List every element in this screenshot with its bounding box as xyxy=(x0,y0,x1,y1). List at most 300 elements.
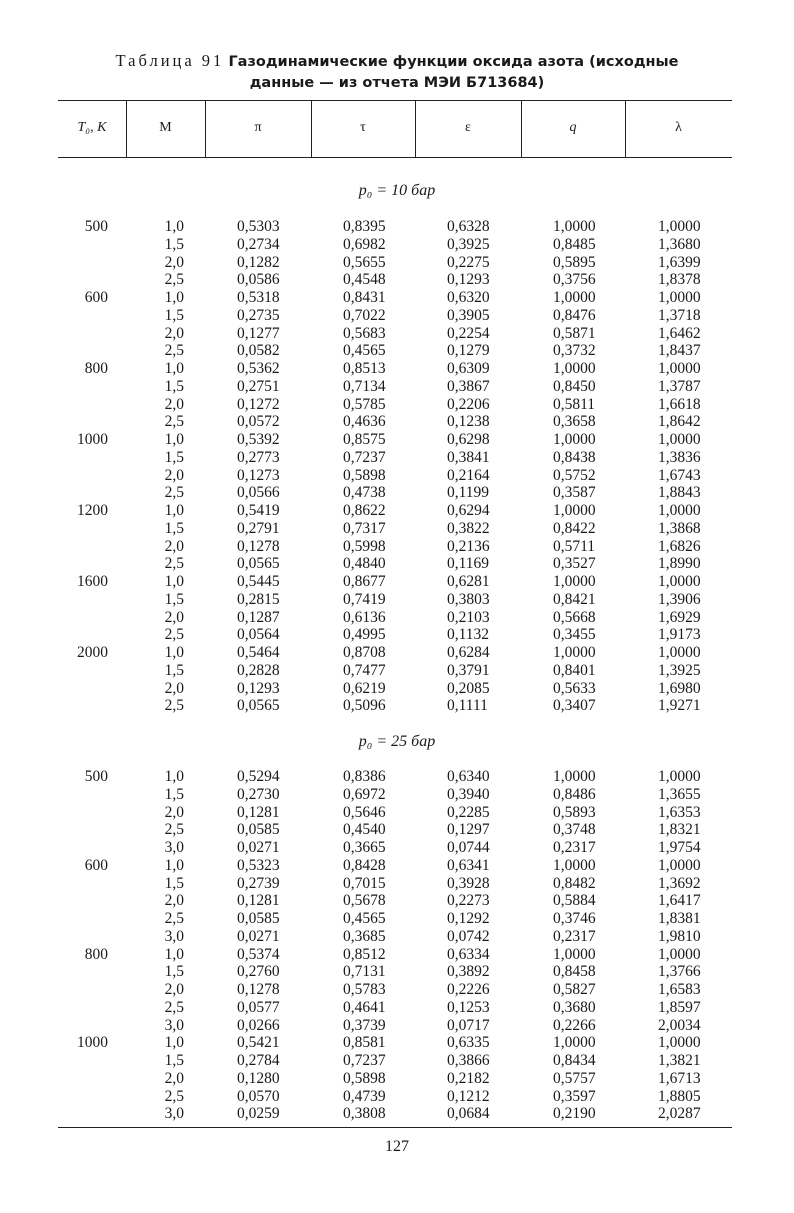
lambda-cell: 1,3692 xyxy=(658,874,701,892)
table-row xyxy=(0,999,794,1017)
q-cell: 0,8458 xyxy=(553,963,596,981)
tau-cell: 0,5785 xyxy=(343,395,386,413)
header-t0: T₀, К xyxy=(77,120,107,135)
lambda-cell: 1,6462 xyxy=(658,324,701,342)
lambda-cell: 1,3718 xyxy=(658,306,701,324)
tau-cell: 0,7015 xyxy=(343,874,386,892)
tau-cell: 0,6219 xyxy=(343,679,386,697)
t0-cell: 1000 xyxy=(77,1034,108,1052)
q-cell: 0,8485 xyxy=(553,235,596,253)
lambda-cell: 1,6743 xyxy=(658,466,701,484)
tau-cell: 0,8581 xyxy=(343,1034,386,1052)
lambda-cell: 1,3836 xyxy=(658,448,701,466)
mach-cell: 2,0 xyxy=(164,981,184,998)
tau-cell: 0,4636 xyxy=(343,413,386,431)
table-row xyxy=(0,591,794,609)
tau-cell: 0,8708 xyxy=(343,644,386,661)
tau-cell: 0,5096 xyxy=(343,697,386,715)
pi-cell: 0,1278 xyxy=(237,537,280,555)
mach-cell: 2,5 xyxy=(164,413,184,431)
epsilon-cell: 0,3867 xyxy=(447,377,490,395)
table-row xyxy=(0,928,794,946)
lambda-cell: 1,6980 xyxy=(658,679,701,697)
tau-cell: 0,8512 xyxy=(343,945,386,963)
t0-cell: 800 xyxy=(84,360,108,377)
lambda-cell: 1,0000 xyxy=(658,1034,701,1052)
q-cell: 1,0000 xyxy=(553,1034,596,1052)
epsilon-cell: 0,1169 xyxy=(447,555,490,573)
lambda-cell: 1,0000 xyxy=(658,289,701,306)
q-cell: 0,3527 xyxy=(553,555,596,573)
lambda-cell: 1,8321 xyxy=(658,821,701,839)
epsilon-cell: 0,3928 xyxy=(447,874,490,892)
mach-cell: 1,0 xyxy=(164,360,184,377)
q-cell: 0,2317 xyxy=(553,839,596,856)
pi-cell: 0,5421 xyxy=(237,1034,280,1052)
table-row xyxy=(0,1034,794,1052)
pi-cell: 0,0271 xyxy=(237,927,280,945)
lambda-cell: 1,9810 xyxy=(658,927,701,945)
tau-cell: 0,4840 xyxy=(343,555,386,573)
q-cell: 0,2317 xyxy=(553,927,596,945)
mach-cell: 2,0 xyxy=(164,466,184,484)
tau-cell: 0,7237 xyxy=(343,448,386,466)
mach-cell: 1,0 xyxy=(164,1034,184,1052)
tau-cell: 0,8513 xyxy=(343,360,386,377)
mach-cell: 2,5 xyxy=(164,1087,184,1105)
pi-cell: 0,0582 xyxy=(237,342,280,360)
q-cell: 0,8401 xyxy=(553,661,596,679)
caption-line-2: данные — из отчета МЭИ Б713684) xyxy=(249,75,545,91)
pi-cell: 0,0259 xyxy=(237,1105,280,1123)
q-cell: 0,5757 xyxy=(553,1069,596,1087)
pi-cell: 0,2760 xyxy=(237,963,280,981)
q-cell: 0,5752 xyxy=(553,466,596,484)
table-row xyxy=(0,804,794,822)
lambda-cell: 1,0000 xyxy=(658,768,701,785)
q-cell: 0,8476 xyxy=(553,306,596,324)
table-row xyxy=(0,342,794,360)
pi-cell: 0,0565 xyxy=(237,697,280,715)
mach-cell: 2,5 xyxy=(164,484,184,502)
epsilon-cell: 0,2085 xyxy=(447,679,490,697)
table-row xyxy=(0,981,794,999)
epsilon-cell: 0,1199 xyxy=(447,484,490,502)
tau-cell: 0,5678 xyxy=(343,892,386,910)
epsilon-cell: 0,6341 xyxy=(447,856,490,874)
mach-cell: 1,5 xyxy=(164,661,184,679)
tau-cell: 0,8386 xyxy=(343,768,386,785)
mach-cell: 2,0 xyxy=(164,537,184,555)
lambda-cell: 1,6826 xyxy=(658,537,701,555)
q-cell: 0,3746 xyxy=(553,910,596,927)
pi-cell: 0,2828 xyxy=(237,661,280,679)
mach-cell: 1,0 xyxy=(164,644,184,661)
q-cell: 1,0000 xyxy=(553,768,596,785)
lambda-cell: 1,0000 xyxy=(658,431,701,448)
epsilon-cell: 0,1132 xyxy=(447,626,490,644)
mach-cell: 1,5 xyxy=(164,519,184,537)
epsilon-cell: 0,3841 xyxy=(447,448,490,466)
mach-cell: 2,5 xyxy=(164,910,184,927)
t0-cell: 800 xyxy=(84,945,108,963)
table-row xyxy=(0,396,794,414)
q-cell: 0,8422 xyxy=(553,519,596,537)
q-cell: 0,8486 xyxy=(553,785,596,803)
lambda-cell: 1,0000 xyxy=(658,644,701,661)
epsilon-cell: 0,6309 xyxy=(447,360,490,377)
tau-cell: 0,4565 xyxy=(343,910,386,927)
header-top-rule xyxy=(58,100,732,101)
pi-cell: 0,5323 xyxy=(237,856,280,874)
pi-cell: 0,1280 xyxy=(237,1069,280,1087)
epsilon-cell: 0,2285 xyxy=(447,803,490,821)
lambda-cell: 1,6929 xyxy=(658,608,701,626)
table-row xyxy=(0,502,794,520)
table-row xyxy=(0,1105,794,1123)
epsilon-cell: 0,3940 xyxy=(447,785,490,803)
epsilon-cell: 0,2182 xyxy=(447,1069,490,1087)
epsilon-cell: 0,3866 xyxy=(447,1052,490,1069)
table-row xyxy=(0,360,794,378)
tau-cell: 0,4739 xyxy=(343,1087,386,1105)
mach-cell: 2,5 xyxy=(164,555,184,573)
table-row xyxy=(0,271,794,289)
tau-cell: 0,5646 xyxy=(343,803,386,821)
lambda-cell: 1,0000 xyxy=(658,856,701,874)
epsilon-cell: 0,1279 xyxy=(447,342,490,360)
q-cell: 0,3407 xyxy=(553,697,596,715)
table-row xyxy=(0,662,794,680)
epsilon-cell: 0,6298 xyxy=(447,431,490,448)
table-row xyxy=(0,609,794,627)
header-q: q xyxy=(569,120,577,135)
table-row xyxy=(0,555,794,573)
table-row xyxy=(0,254,794,272)
table-row xyxy=(0,538,794,556)
pi-cell: 0,5294 xyxy=(237,768,280,785)
q-cell: 0,5811 xyxy=(553,395,596,413)
q-cell: 1,0000 xyxy=(553,218,596,235)
t0-cell: 500 xyxy=(84,218,108,235)
mach-cell: 1,5 xyxy=(164,235,184,253)
lambda-cell: 1,8843 xyxy=(658,484,701,502)
lambda-cell: 1,3868 xyxy=(658,519,701,537)
table-row xyxy=(0,1088,794,1106)
epsilon-cell: 0,6335 xyxy=(447,1034,490,1052)
epsilon-cell: 0,1212 xyxy=(447,1087,490,1105)
header-lambda: λ xyxy=(675,120,682,135)
mach-cell: 1,5 xyxy=(164,874,184,892)
lambda-cell: 1,8597 xyxy=(658,998,701,1016)
footer-rule xyxy=(58,1127,732,1128)
pi-cell: 0,2784 xyxy=(237,1052,280,1069)
mach-cell: 1,0 xyxy=(164,431,184,448)
pi-cell: 0,1281 xyxy=(237,803,280,821)
tau-cell: 0,6982 xyxy=(343,235,386,253)
epsilon-cell: 0,2164 xyxy=(447,466,490,484)
header-tau: τ xyxy=(360,120,366,135)
q-cell: 0,5893 xyxy=(553,803,596,821)
mach-cell: 1,5 xyxy=(164,377,184,395)
mach-cell: 2,0 xyxy=(164,395,184,413)
lambda-cell: 1,0000 xyxy=(658,218,701,235)
table-title: Газодинамические функции оксида азота (исходные xyxy=(228,54,679,70)
table-row xyxy=(0,413,794,431)
lambda-cell: 1,3655 xyxy=(658,785,701,803)
mach-cell: 3,0 xyxy=(164,1105,184,1123)
q-cell: 1,0000 xyxy=(553,431,596,448)
lambda-cell: 2,0287 xyxy=(658,1105,701,1123)
pi-cell: 0,5374 xyxy=(237,945,280,963)
lambda-cell: 1,9173 xyxy=(658,626,701,644)
epsilon-cell: 0,6284 xyxy=(447,644,490,661)
lambda-cell: 1,8378 xyxy=(658,271,701,289)
pi-cell: 0,1273 xyxy=(237,466,280,484)
lambda-cell: 2,0034 xyxy=(658,1016,701,1034)
t0-cell: 600 xyxy=(84,856,108,874)
tau-cell: 0,4565 xyxy=(343,342,386,360)
pi-cell: 0,0577 xyxy=(237,998,280,1016)
pi-cell: 0,2730 xyxy=(237,785,280,803)
t0-cell: 1200 xyxy=(77,502,108,519)
q-cell: 0,5711 xyxy=(553,537,596,555)
mach-cell: 1,5 xyxy=(164,785,184,803)
q-cell: 0,2190 xyxy=(553,1105,596,1123)
tau-cell: 0,4548 xyxy=(343,271,386,289)
tau-cell: 0,7022 xyxy=(343,306,386,324)
tau-cell: 0,7131 xyxy=(343,963,386,981)
q-cell: 0,8482 xyxy=(553,874,596,892)
mach-cell: 2,0 xyxy=(164,679,184,697)
lambda-cell: 1,3787 xyxy=(658,377,701,395)
tau-cell: 0,5898 xyxy=(343,1069,386,1087)
pi-cell: 0,5303 xyxy=(237,218,280,235)
q-cell: 0,3658 xyxy=(553,413,596,431)
epsilon-cell: 0,2206 xyxy=(447,395,490,413)
tau-cell: 0,3665 xyxy=(343,839,386,856)
tau-cell: 0,4540 xyxy=(343,821,386,839)
section-label-p10: p₀ = 10 бар xyxy=(358,182,436,199)
pi-cell: 0,2815 xyxy=(237,590,280,608)
epsilon-cell: 0,6334 xyxy=(447,945,490,963)
table-row xyxy=(0,573,794,591)
mach-cell: 1,5 xyxy=(164,306,184,324)
tau-cell: 0,8428 xyxy=(343,856,386,874)
epsilon-cell: 0,0717 xyxy=(447,1016,490,1034)
epsilon-cell: 0,2136 xyxy=(447,537,490,555)
pi-cell: 0,5464 xyxy=(237,644,280,661)
q-cell: 0,5827 xyxy=(553,981,596,998)
lambda-cell: 1,3906 xyxy=(658,590,701,608)
mach-cell: 1,0 xyxy=(164,289,184,306)
lambda-cell: 1,6583 xyxy=(658,981,701,998)
t0-cell: 600 xyxy=(84,289,108,306)
header-pi: π xyxy=(254,120,262,135)
tau-cell: 0,3685 xyxy=(343,927,386,945)
lambda-cell: 1,6353 xyxy=(658,803,701,821)
q-cell: 0,3597 xyxy=(553,1087,596,1105)
q-cell: 1,0000 xyxy=(553,644,596,661)
tau-cell: 0,8677 xyxy=(343,573,386,590)
q-cell: 0,8421 xyxy=(553,590,596,608)
table-row xyxy=(0,1052,794,1070)
epsilon-cell: 0,3822 xyxy=(447,519,490,537)
lambda-cell: 1,8381 xyxy=(658,910,701,927)
epsilon-cell: 0,3892 xyxy=(447,963,490,981)
pi-cell: 0,2773 xyxy=(237,448,280,466)
table-row xyxy=(0,484,794,502)
q-cell: 0,3587 xyxy=(553,484,596,502)
lambda-cell: 1,8642 xyxy=(658,413,701,431)
epsilon-cell: 0,1238 xyxy=(447,413,490,431)
page-number: 127 xyxy=(385,1138,409,1155)
pi-cell: 0,2739 xyxy=(237,874,280,892)
tau-cell: 0,5783 xyxy=(343,981,386,998)
table-label: Таблица 91 xyxy=(115,51,225,70)
q-cell: 0,5884 xyxy=(553,892,596,910)
q-cell: 0,3756 xyxy=(553,271,596,289)
table-row xyxy=(0,680,794,698)
mach-cell: 2,0 xyxy=(164,253,184,271)
q-cell: 0,5668 xyxy=(553,608,596,626)
table-row xyxy=(0,910,794,928)
lambda-cell: 1,3766 xyxy=(658,963,701,981)
q-cell: 1,0000 xyxy=(553,856,596,874)
epsilon-cell: 0,3803 xyxy=(447,590,490,608)
table-row xyxy=(0,963,794,981)
q-cell: 0,5633 xyxy=(553,679,596,697)
t0-cell: 2000 xyxy=(77,644,108,661)
section-label-p25: p₀ = 25 бар xyxy=(358,733,436,750)
pi-cell: 0,5445 xyxy=(237,573,280,590)
pi-cell: 0,0570 xyxy=(237,1087,280,1105)
q-cell: 0,2266 xyxy=(553,1016,596,1034)
mach-cell: 3,0 xyxy=(164,927,184,945)
q-cell: 1,0000 xyxy=(553,945,596,963)
pi-cell: 0,2751 xyxy=(237,377,280,395)
q-cell: 1,0000 xyxy=(553,573,596,590)
epsilon-cell: 0,0742 xyxy=(447,927,490,945)
tau-cell: 0,8622 xyxy=(343,502,386,519)
tau-cell: 0,8575 xyxy=(343,431,386,448)
epsilon-cell: 0,6328 xyxy=(447,218,490,235)
lambda-cell: 1,3925 xyxy=(658,661,701,679)
tau-cell: 0,3808 xyxy=(343,1105,386,1123)
q-cell: 0,8434 xyxy=(553,1052,596,1069)
q-cell: 0,5871 xyxy=(553,324,596,342)
tau-cell: 0,7477 xyxy=(343,661,386,679)
tau-cell: 0,4738 xyxy=(343,484,386,502)
table-row xyxy=(0,325,794,343)
tau-cell: 0,6136 xyxy=(343,608,386,626)
pi-cell: 0,0566 xyxy=(237,484,280,502)
tau-cell: 0,3739 xyxy=(343,1016,386,1034)
q-cell: 1,0000 xyxy=(553,502,596,519)
pi-cell: 0,1281 xyxy=(237,892,280,910)
pi-cell: 0,2791 xyxy=(237,519,280,537)
tau-cell: 0,5683 xyxy=(343,324,386,342)
mach-cell: 1,0 xyxy=(164,768,184,785)
epsilon-cell: 0,1253 xyxy=(447,998,490,1016)
table-caption xyxy=(0,50,794,94)
epsilon-cell: 0,3791 xyxy=(447,661,490,679)
table-row xyxy=(0,449,794,467)
pi-cell: 0,0564 xyxy=(237,626,280,644)
pi-cell: 0,2735 xyxy=(237,306,280,324)
caption-line-1 xyxy=(0,50,794,73)
mach-cell: 2,0 xyxy=(164,324,184,342)
table-row xyxy=(0,697,794,715)
lambda-cell: 1,9754 xyxy=(658,839,701,856)
pi-cell: 0,0565 xyxy=(237,555,280,573)
q-cell: 1,0000 xyxy=(553,289,596,306)
table-row xyxy=(0,520,794,538)
table-row xyxy=(0,786,794,804)
table-row xyxy=(0,768,794,786)
tau-cell: 0,6972 xyxy=(343,785,386,803)
mach-cell: 1,0 xyxy=(164,502,184,519)
epsilon-cell: 0,6340 xyxy=(447,768,490,785)
mach-cell: 2,5 xyxy=(164,342,184,360)
q-cell: 1,0000 xyxy=(553,360,596,377)
epsilon-cell: 0,6320 xyxy=(447,289,490,306)
tau-cell: 0,7317 xyxy=(343,519,386,537)
table-row xyxy=(0,1070,794,1088)
t0-cell: 1000 xyxy=(77,431,108,448)
table-row xyxy=(0,378,794,396)
tau-cell: 0,4641 xyxy=(343,998,386,1016)
table-row xyxy=(0,307,794,325)
q-cell: 0,8450 xyxy=(553,377,596,395)
lambda-cell: 1,8437 xyxy=(658,342,701,360)
mach-cell: 2,5 xyxy=(164,271,184,289)
epsilon-cell: 0,2275 xyxy=(447,253,490,271)
pi-cell: 0,1282 xyxy=(237,253,280,271)
epsilon-cell: 0,3925 xyxy=(447,235,490,253)
t0-cell: 1600 xyxy=(77,573,108,590)
tau-cell: 0,8431 xyxy=(343,289,386,306)
lambda-cell: 1,0000 xyxy=(658,945,701,963)
tau-cell: 0,8395 xyxy=(343,218,386,235)
table-row xyxy=(0,236,794,254)
q-cell: 0,3732 xyxy=(553,342,596,360)
table-row xyxy=(0,857,794,875)
pi-cell: 0,2734 xyxy=(237,235,280,253)
epsilon-cell: 0,2273 xyxy=(447,892,490,910)
epsilon-cell: 0,1297 xyxy=(447,821,490,839)
pi-cell: 0,5419 xyxy=(237,502,280,519)
table-row xyxy=(0,875,794,893)
lambda-cell: 1,6618 xyxy=(658,395,701,413)
tau-cell: 0,7134 xyxy=(343,377,386,395)
lambda-cell: 1,0000 xyxy=(658,573,701,590)
table-row xyxy=(0,626,794,644)
mach-cell: 2,5 xyxy=(164,821,184,839)
tau-cell: 0,7237 xyxy=(343,1052,386,1069)
q-cell: 0,3680 xyxy=(553,998,596,1016)
mach-cell: 1,5 xyxy=(164,590,184,608)
mach-cell: 2,5 xyxy=(164,697,184,715)
epsilon-cell: 0,3905 xyxy=(447,306,490,324)
pi-cell: 0,1272 xyxy=(237,395,280,413)
table-row xyxy=(0,218,794,236)
lambda-cell: 1,6713 xyxy=(658,1069,701,1087)
mach-cell: 3,0 xyxy=(164,1016,184,1034)
lambda-cell: 1,9271 xyxy=(658,697,701,715)
pi-cell: 0,0586 xyxy=(237,271,280,289)
pi-cell: 0,0572 xyxy=(237,413,280,431)
